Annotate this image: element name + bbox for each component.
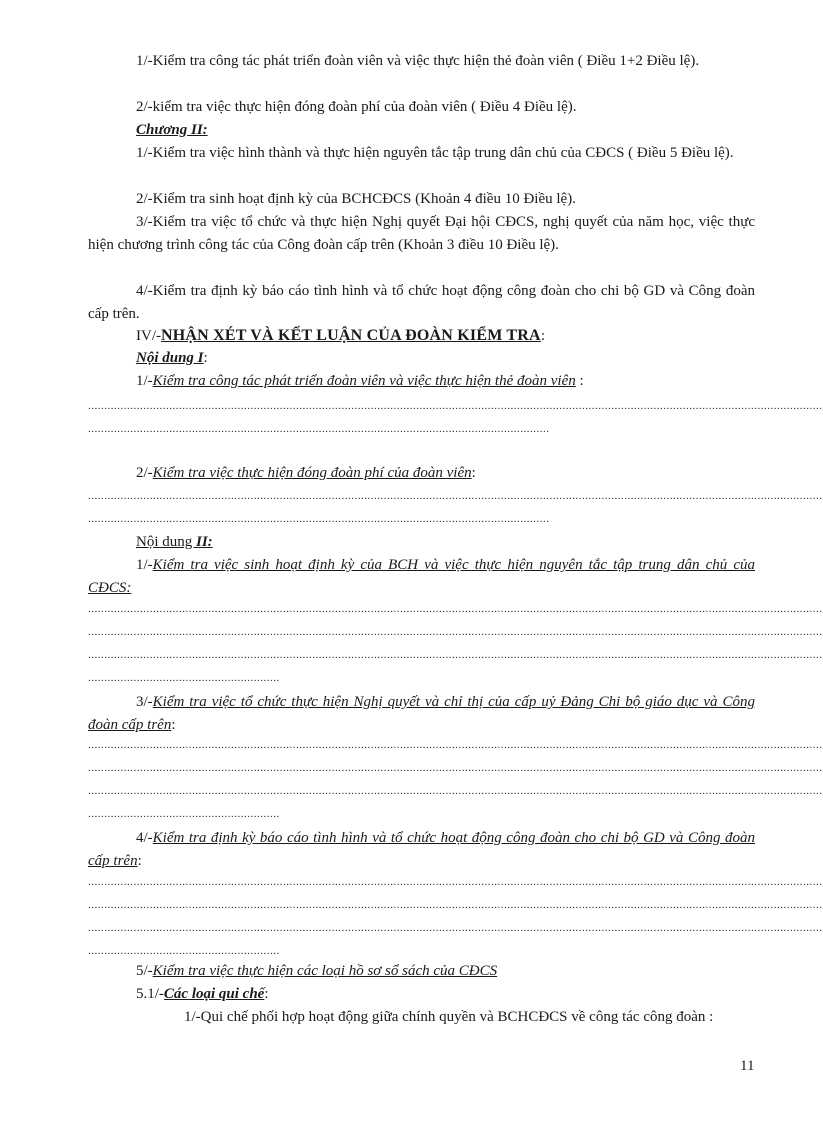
answer-line: ..................................................................................................................................................................................................................................	[88, 762, 823, 774]
content-2-label: II:	[196, 534, 213, 550]
content-1-heading	[136, 347, 208, 370]
question-3-text: Kiểm tra việc sinh hoạt định kỳ của BCH và việc thực hiện nguyên tắc tập trung dân chủ của CĐCS:	[88, 557, 755, 596]
question-6-text: Kiểm tra việc thực hiện các loại hồ sơ sổ sách của CĐCS	[152, 963, 498, 979]
question-4-text: Kiểm tra việc tổ chức thực hiện Nghị quyết và chỉ thị của cấp uỷ Đảng Chi bộ giáo dục và Công đoàn cấp trên	[88, 694, 755, 733]
answer-line: ...........................................................	[88, 672, 280, 684]
question-1	[136, 370, 584, 393]
question-2-text: Kiểm tra việc thực hiện đóng đoàn phí của đoàn viên	[152, 465, 472, 481]
content-2-heading	[136, 531, 213, 554]
chapter-2-heading: Chương II:	[136, 122, 208, 138]
question-5-text: Kiểm tra định kỳ báo cáo tình hình và tổ chức hoạt động công đoàn cho chi bộ GD và Công đoàn cấp trên	[88, 830, 755, 869]
item-ch2-2: 2/-Kiểm tra sinh hoạt định kỳ của BCHCĐCS (Khoản 4 điều 10 Điều lệ).	[136, 191, 576, 207]
answer-line: ..................................................................................................................................................................................................................................	[88, 603, 823, 615]
question-7-number: 5.1/-	[136, 986, 164, 1002]
item-2-fees: 2/-kiểm tra việc thực hiện đóng đoàn phí của đoàn viên ( Điều 4 Điều lệ).	[136, 99, 577, 115]
question-1-text: Kiểm tra công tác phát triển đoàn viên và việc thực hiện thẻ đoàn viên	[152, 373, 576, 389]
question-7	[136, 983, 269, 1006]
question-2-number: 2/-	[136, 465, 153, 481]
question-5	[88, 827, 755, 873]
answer-line: ..............................................................................................................................................	[88, 423, 550, 435]
section-4-prefix: IV/-	[136, 328, 161, 344]
content-2-prefix: Nội dung	[136, 534, 196, 550]
answer-line: ..................................................................................................................................................................................................................................	[88, 876, 823, 888]
item-regulation-1: 1/-Qui chế phối hợp hoạt động giữa chính quyền và BCHCĐCS về công tác công đoàn :	[184, 1009, 714, 1025]
question-3-number: 1/-	[136, 557, 153, 573]
question-2-end: :	[471, 465, 476, 481]
item-1-membership: 1/-Kiểm tra công tác phát triển đoàn viên và việc thực hiện thẻ đoàn viên ( Điều 1+2 Điều lệ).	[136, 53, 700, 69]
question-7-end: :	[264, 986, 269, 1002]
content-1-label: Nội dung I	[136, 350, 204, 366]
section-4-title: NHẬN XÉT VÀ KẾT LUẬN CỦA ĐOÀN KIỂM TRA	[161, 327, 541, 344]
item-ch2-1: 1/-Kiểm tra việc hình thành và thực hiện nguyên tắc tập trung dân chủ của CĐCS ( Điều 5 Điều lệ).	[136, 145, 734, 161]
question-5-number: 4/-	[136, 830, 153, 846]
question-4-number: 3/-	[136, 694, 153, 710]
answer-line: ..................................................................................................................................................................................................................................	[88, 649, 823, 661]
answer-line: ...........................................................	[88, 808, 280, 820]
question-5-end: :	[137, 853, 142, 869]
answer-line: ..............................................................................................................................................	[88, 513, 550, 525]
question-7-text: Các loại qui chế	[163, 986, 265, 1002]
section-4-heading	[136, 324, 545, 348]
question-3	[88, 554, 755, 600]
item-ch2-4: 4/-Kiểm tra định kỳ báo cáo tình hình và tổ chức hoạt động công đoàn cho chi bộ GD và Công đoàn cấp trên.	[88, 283, 755, 322]
question-6	[136, 960, 497, 983]
answer-line: ...........................................................	[88, 945, 280, 957]
question-6-number: 5/-	[136, 963, 153, 979]
page-number: 11	[740, 1058, 755, 1074]
question-2	[136, 462, 476, 485]
question-4-end: :	[171, 717, 176, 733]
section-4-suffix: :	[540, 328, 545, 344]
answer-line: ..................................................................................................................................................................................................................................	[88, 490, 823, 502]
answer-line: ..................................................................................................................................................................................................................................	[88, 739, 823, 751]
answer-line: ..................................................................................................................................................................................................................................	[88, 626, 823, 638]
answer-line: ..................................................................................................................................................................................................................................	[88, 785, 823, 797]
item-ch2-3: 3/-Kiểm tra việc tổ chức và thực hiện Nghị quyết Đại hội CĐCS, nghị quyết của năm học, việc thực hiện chương trình công tác của Công đoàn cấp trên (Khoản 3 điều 10 Điều lệ).	[88, 214, 755, 253]
content-1-colon: :	[203, 350, 208, 366]
question-1-number: 1/-	[136, 373, 153, 389]
answer-line: ..................................................................................................................................................................................................................................	[88, 922, 823, 934]
answer-line: ..................................................................................................................................................................................................................................	[88, 899, 823, 911]
question-1-end: :	[575, 373, 584, 389]
answer-line: ..................................................................................................................................................................................................................................	[88, 400, 823, 412]
question-4	[88, 691, 755, 737]
